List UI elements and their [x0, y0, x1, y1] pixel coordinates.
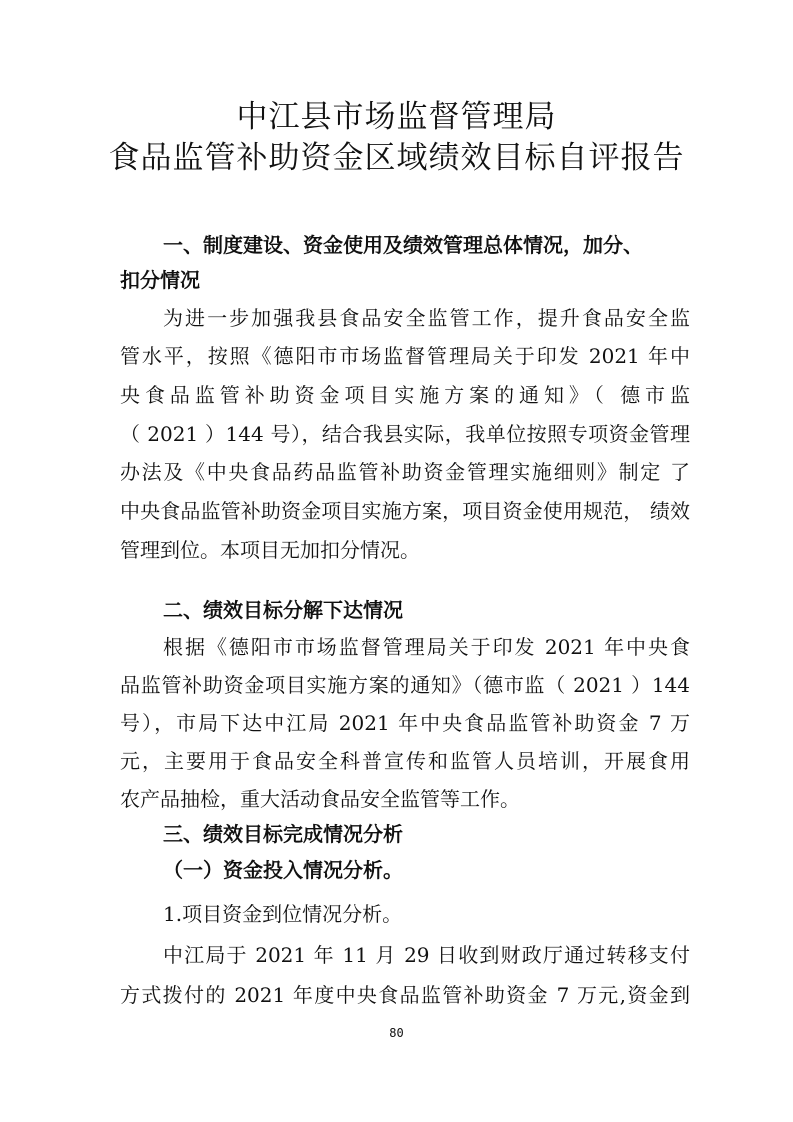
section2-paragraph-line: 号），市局下达中江局 2021 年中央食品监管补助资金 7 万	[120, 711, 690, 735]
section2-heading: 二、绩效目标分解下达情况	[163, 598, 403, 622]
section1-paragraph-line: （ 2021 ）144 号），结合我县实际，我单位按照专项资金管理	[120, 422, 690, 446]
section2-paragraph-line: 元，主要用于食品安全科普宣传和监管人员培训，开展食用	[120, 749, 690, 773]
report-title-line1: 中江县市场监督管理局	[236, 99, 557, 135]
section1-paragraph-line: 中央食品监管补助资金项目实施方案，项目资金使用规范， 绩效	[120, 499, 690, 523]
section2-paragraph-line: 品监管补助资金项目实施方案的通知》（德市监（ 2021 ）144	[120, 673, 690, 697]
report-title-line2: 食品监管补助资金区域绩效目标自评报告	[108, 140, 685, 176]
section1-paragraph-line: 办法及《中央食品药品监管补助资金管理实施细则》制定 了	[120, 460, 690, 484]
section3-item-heading: 1.项目资金到位情况分析。	[163, 902, 403, 926]
section1-paragraph-line: 为进一步加强我县食品安全监管工作，提升食品安全监	[163, 306, 690, 330]
section1-heading-line1: 一、制度建设、资金使用及绩效管理总体情况，加分、	[163, 233, 643, 257]
page-number: 80	[389, 1026, 404, 1040]
section1-heading-line2: 扣分情况	[120, 268, 200, 292]
section3-heading: 三、绩效目标完成情况分析	[163, 822, 403, 846]
section2-paragraph-line: 根据《德阳市市场监督管理局关于印发 2021 年中央食	[163, 635, 690, 659]
section1-paragraph-line: 管理到位。本项目无加扣分情况。	[120, 538, 420, 562]
section2-paragraph-line: 农产品抽检，重大活动食品安全监管等工作。	[120, 787, 520, 811]
section1-paragraph-line: 央食品监管补助资金项目实施方案的通知》（ 德市监	[120, 383, 690, 407]
section3-subheading: （一）资金投入情况分析。	[163, 858, 403, 882]
section3-paragraph-line: 中江局于 2021 年 11 月 29 日收到财政厅通过转移支付	[163, 943, 690, 967]
section3-paragraph-line: 方式拨付的 2021 年度中央食品监管补助资金 7 万元,资金到	[120, 983, 690, 1007]
section1-paragraph-line: 管水平，按照《德阳市市场监督管理局关于印发 2021 年中	[120, 344, 690, 368]
